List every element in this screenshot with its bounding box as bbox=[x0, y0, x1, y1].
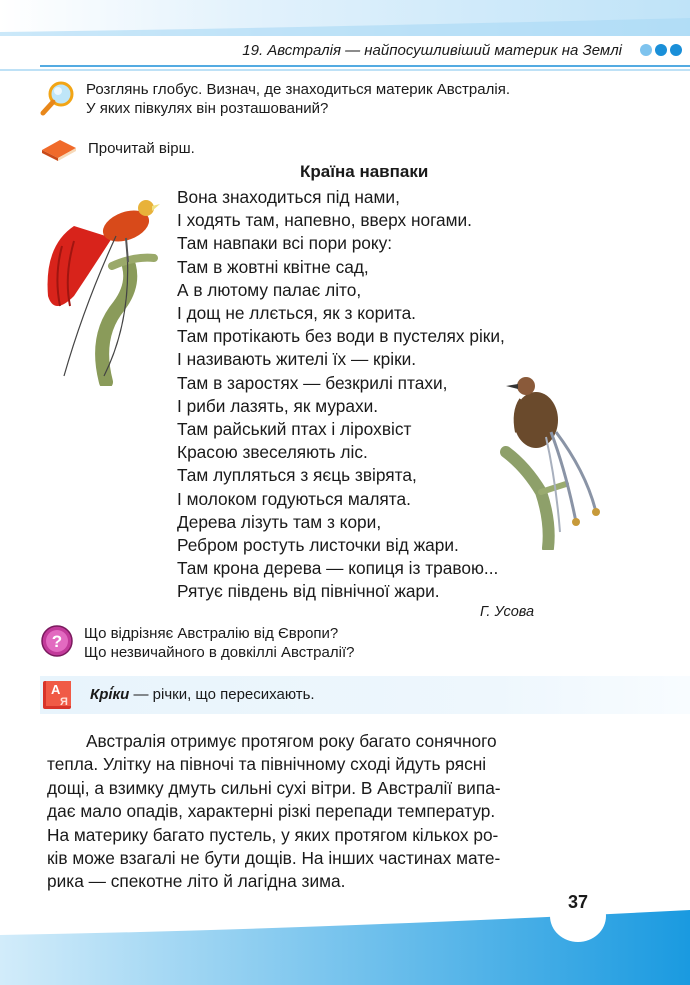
paragraph-line: дає мало опадів, характерні різкі перепади температур. bbox=[47, 801, 496, 822]
poem-line: І молоком годуються малята. bbox=[177, 488, 411, 509]
lyrebird-illustration bbox=[496, 372, 614, 550]
magnifier-globe-icon bbox=[40, 80, 76, 116]
poem-line: Там протікають без води в пустелях ріки, bbox=[177, 326, 505, 347]
glossary-box bbox=[40, 676, 690, 714]
poem-line: Там в заростях — безкрилі птахи, bbox=[177, 372, 448, 393]
paragraph-line: ків може взагалі не бути дощів. На інших частинах мате- bbox=[47, 848, 501, 869]
poem-line: Там в жовтні квітне сад, bbox=[177, 256, 369, 277]
paragraph-line: На материку багато пустель, у яких протягом кількох ро- bbox=[47, 824, 499, 845]
poem-lines bbox=[177, 186, 505, 604]
page-number: 37 bbox=[567, 892, 589, 912]
glossary-text bbox=[90, 686, 315, 703]
header-dot bbox=[655, 44, 667, 56]
poem-line: Там лупляться з яєць звірята, bbox=[177, 465, 417, 486]
poem-line: Вона знаходиться під нами, bbox=[177, 187, 400, 207]
header-dot bbox=[670, 44, 682, 56]
task-globe-line2: У яких півкулях він розташований? bbox=[86, 100, 329, 117]
poem-line: А в лютому палає літо, bbox=[177, 279, 362, 300]
poem-line: Дерева лізуть там з кори, bbox=[177, 511, 382, 532]
glossary-definition: — річки, що пересихають. bbox=[129, 686, 315, 703]
poem-line: Там навпаки всі пори року: bbox=[177, 233, 393, 254]
task-read-text: Прочитай вірш. bbox=[88, 140, 195, 157]
poem-author: Г. Усова bbox=[480, 604, 535, 620]
poem-line: Там райський птах і ліроxвіст bbox=[177, 419, 412, 440]
chapter-title: 19. Австралія — найпосушливіший материк на Землі bbox=[242, 42, 622, 59]
poem-line: Рятує південь від північної жари. bbox=[177, 581, 440, 602]
poem-line: Ребром ростуть листочки від жари. bbox=[177, 535, 459, 556]
poem-title: Країна навпаки bbox=[300, 162, 429, 181]
poem-line: І ходять там, напевно, вверх ногами. bbox=[177, 210, 472, 231]
task-globe-line1: Розглянь глобус. Визнач, де знаходиться материк Австралія. bbox=[86, 81, 510, 98]
bird-of-paradise-illustration bbox=[34, 186, 164, 386]
questions-block bbox=[40, 624, 354, 662]
question-line1: Що відрізняє Австралію від Європи? bbox=[84, 625, 339, 642]
question-line2: Що незвичайного в довкіллі Австралії? bbox=[84, 644, 355, 661]
poem-line: І дощ не ллється, як з корита. bbox=[177, 303, 416, 324]
page-header bbox=[0, 0, 690, 72]
dictionary-icon bbox=[40, 678, 74, 712]
header-decoration bbox=[0, 0, 690, 72]
paragraph-line: дощі, а взимку дмуть сильні сухі вітри. В Австралії випа- bbox=[47, 777, 501, 798]
dictionary-letter-ya: Я bbox=[60, 696, 68, 708]
task-globe bbox=[40, 80, 510, 118]
paragraph-line: тепла. Улітку на півночі та північному сході йдуть рясні bbox=[47, 754, 487, 775]
poem-line: І називають жителі їх — кріки. bbox=[177, 349, 417, 370]
header-dot bbox=[640, 44, 652, 56]
poem-line: Красою звеселяють ліс. bbox=[177, 442, 368, 463]
book-icon bbox=[40, 136, 78, 162]
header-dots bbox=[640, 44, 682, 56]
svg-text:?: ? bbox=[51, 632, 63, 651]
paragraph-line: рика — спекотне літо й лагідна зима. bbox=[47, 871, 346, 892]
question-icon bbox=[40, 624, 74, 658]
poem-line: І риби лазять, як мурахи. bbox=[177, 395, 379, 416]
dictionary-letter-a: А bbox=[51, 682, 61, 697]
task-read bbox=[40, 136, 195, 162]
poem-line: Там крона дерева — копиця із травою... bbox=[177, 558, 499, 579]
paragraph-line: Австралія отримує протягом року багато сонячного bbox=[86, 731, 497, 751]
glossary-term: Крі́ки bbox=[90, 686, 130, 703]
body-paragraph bbox=[47, 730, 590, 894]
